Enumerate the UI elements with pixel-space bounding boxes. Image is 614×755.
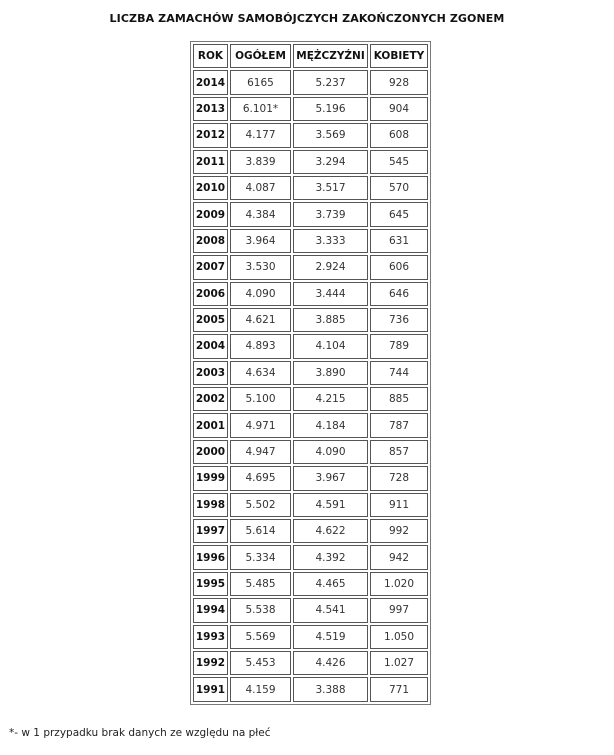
cell-men: 4.104 — [293, 334, 368, 358]
table-row — [193, 202, 428, 226]
cell-year: 2005 — [193, 308, 228, 332]
cell-men: 3.388 — [293, 677, 368, 701]
cell-men: 3.444 — [293, 282, 368, 306]
table-row — [193, 440, 428, 464]
cell-year: 2006 — [193, 282, 228, 306]
cell-men: 3.569 — [293, 123, 368, 147]
cell-total: 4.893 — [230, 334, 291, 358]
table-row — [193, 70, 428, 94]
column-header-women: KOBIETY — [370, 44, 428, 68]
table-row — [193, 625, 428, 649]
cell-men: 3.967 — [293, 466, 368, 490]
cell-total: 6165 — [230, 70, 291, 94]
cell-women: 904 — [370, 97, 428, 121]
cell-year: 1994 — [193, 598, 228, 622]
cell-women: 771 — [370, 677, 428, 701]
table-row — [193, 123, 428, 147]
cell-men: 4.215 — [293, 387, 368, 411]
table-header-row — [193, 44, 428, 68]
cell-women: 570 — [370, 176, 428, 200]
table-row — [193, 519, 428, 543]
cell-year: 1993 — [193, 625, 228, 649]
table-row — [193, 572, 428, 596]
cell-total: 3.839 — [230, 150, 291, 174]
table-row — [193, 334, 428, 358]
cell-men: 4.184 — [293, 413, 368, 437]
cell-total: 3.530 — [230, 255, 291, 279]
cell-men: 3.890 — [293, 361, 368, 385]
cell-women: 631 — [370, 229, 428, 253]
table-row — [193, 598, 428, 622]
cell-total: 5.569 — [230, 625, 291, 649]
cell-total: 5.502 — [230, 493, 291, 517]
cell-year: 2014 — [193, 70, 228, 94]
cell-year: 2002 — [193, 387, 228, 411]
cell-men: 2.924 — [293, 255, 368, 279]
column-header-total: OGÓŁEM — [230, 44, 291, 68]
cell-total: 5.100 — [230, 387, 291, 411]
cell-men: 5.237 — [293, 70, 368, 94]
cell-women: 608 — [370, 123, 428, 147]
cell-women: 911 — [370, 493, 428, 517]
table-row — [193, 255, 428, 279]
cell-women: 1.050 — [370, 625, 428, 649]
cell-total: 6.101* — [230, 97, 291, 121]
cell-men: 5.196 — [293, 97, 368, 121]
cell-total: 4.695 — [230, 466, 291, 490]
table-row — [193, 97, 428, 121]
cell-women: 857 — [370, 440, 428, 464]
table-row — [193, 545, 428, 569]
suicide-statistics-table — [190, 41, 431, 705]
cell-year: 2000 — [193, 440, 228, 464]
cell-total: 5.453 — [230, 651, 291, 675]
cell-total: 4.947 — [230, 440, 291, 464]
table-row — [193, 466, 428, 490]
cell-women: 928 — [370, 70, 428, 94]
table-row — [193, 282, 428, 306]
cell-total: 5.334 — [230, 545, 291, 569]
cell-total: 4.384 — [230, 202, 291, 226]
table-row — [193, 150, 428, 174]
table-body — [193, 70, 428, 701]
cell-total: 4.159 — [230, 677, 291, 701]
cell-women: 744 — [370, 361, 428, 385]
cell-year: 2004 — [193, 334, 228, 358]
table-row — [193, 413, 428, 437]
table-row — [193, 361, 428, 385]
cell-year: 2013 — [193, 97, 228, 121]
cell-year: 2007 — [193, 255, 228, 279]
column-header-men: MĘŻCZYŹNI — [293, 44, 368, 68]
cell-year: 1997 — [193, 519, 228, 543]
cell-men: 4.591 — [293, 493, 368, 517]
cell-women: 728 — [370, 466, 428, 490]
cell-total: 5.485 — [230, 572, 291, 596]
cell-men: 3.739 — [293, 202, 368, 226]
cell-total: 5.614 — [230, 519, 291, 543]
table-row — [193, 493, 428, 517]
cell-year: 1998 — [193, 493, 228, 517]
table-row — [193, 677, 428, 701]
cell-year: 2012 — [193, 123, 228, 147]
cell-women: 789 — [370, 334, 428, 358]
cell-year: 2001 — [193, 413, 228, 437]
cell-year: 1996 — [193, 545, 228, 569]
cell-year: 2008 — [193, 229, 228, 253]
cell-total: 5.538 — [230, 598, 291, 622]
cell-men: 3.333 — [293, 229, 368, 253]
cell-women: 1.020 — [370, 572, 428, 596]
cell-year: 1991 — [193, 677, 228, 701]
cell-year: 2011 — [193, 150, 228, 174]
cell-men: 4.622 — [293, 519, 368, 543]
column-header-year: ROK — [193, 44, 228, 68]
cell-total: 4.634 — [230, 361, 291, 385]
cell-men: 4.465 — [293, 572, 368, 596]
cell-women: 1.027 — [370, 651, 428, 675]
cell-women: 606 — [370, 255, 428, 279]
cell-women: 885 — [370, 387, 428, 411]
table-row — [193, 387, 428, 411]
cell-women: 992 — [370, 519, 428, 543]
cell-total: 4.621 — [230, 308, 291, 332]
cell-total: 4.177 — [230, 123, 291, 147]
page-title: LICZBA ZAMACHÓW SAMOBÓJCZYCH ZAKOŃCZONYCH ZGONEM — [109, 12, 505, 25]
cell-year: 1999 — [193, 466, 228, 490]
cell-total: 4.087 — [230, 176, 291, 200]
cell-men: 4.541 — [293, 598, 368, 622]
cell-women: 545 — [370, 150, 428, 174]
cell-men: 3.885 — [293, 308, 368, 332]
cell-year: 1995 — [193, 572, 228, 596]
table-row — [193, 651, 428, 675]
cell-year: 2009 — [193, 202, 228, 226]
cell-year: 2003 — [193, 361, 228, 385]
cell-men: 4.426 — [293, 651, 368, 675]
cell-men: 3.517 — [293, 176, 368, 200]
cell-women: 997 — [370, 598, 428, 622]
cell-total: 3.964 — [230, 229, 291, 253]
table-row — [193, 229, 428, 253]
cell-women: 787 — [370, 413, 428, 437]
cell-men: 3.294 — [293, 150, 368, 174]
table-row — [193, 176, 428, 200]
cell-women: 645 — [370, 202, 428, 226]
cell-women: 736 — [370, 308, 428, 332]
cell-year: 1992 — [193, 651, 228, 675]
table-row — [193, 308, 428, 332]
cell-women: 942 — [370, 545, 428, 569]
cell-total: 4.971 — [230, 413, 291, 437]
footnote: *- w 1 przypadku brak danych ze względu na płeć — [9, 727, 271, 739]
cell-men: 4.392 — [293, 545, 368, 569]
cell-year: 2010 — [193, 176, 228, 200]
cell-men: 4.090 — [293, 440, 368, 464]
cell-men: 4.519 — [293, 625, 368, 649]
cell-total: 4.090 — [230, 282, 291, 306]
cell-women: 646 — [370, 282, 428, 306]
